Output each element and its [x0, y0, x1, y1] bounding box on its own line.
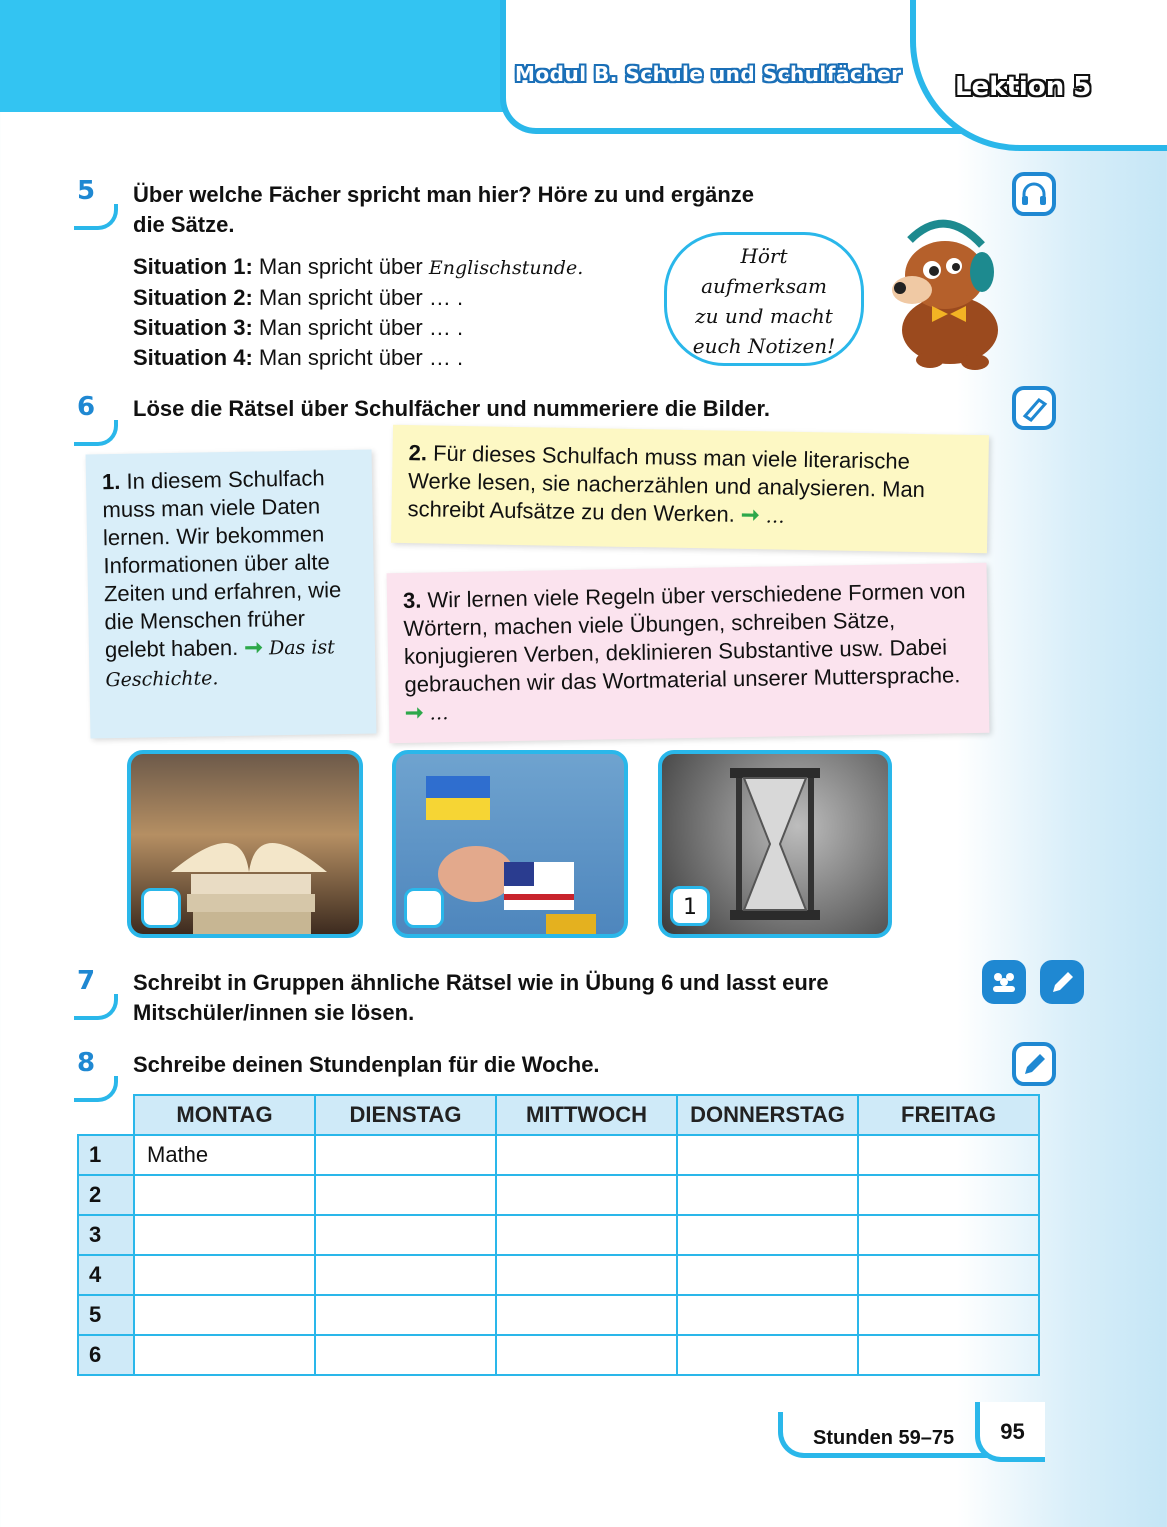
pencil-icon — [1040, 960, 1084, 1004]
situation-line: Situation 2: Man spricht über … . — [133, 285, 464, 310]
situation-line: Situation 1: Man spricht über Englischstunde. — [133, 254, 584, 279]
table-cell[interactable] — [315, 1255, 496, 1295]
table-cell[interactable] — [858, 1255, 1039, 1295]
row-number: 6 — [78, 1335, 134, 1375]
empty-corner — [78, 1095, 134, 1135]
table-cell[interactable] — [677, 1295, 858, 1335]
speech-bubble: Hört aufmerksam zu und macht euch Notizen! — [664, 232, 864, 366]
table-cell[interactable] — [858, 1335, 1039, 1375]
table-row — [78, 1295, 1039, 1335]
table-cell[interactable] — [315, 1135, 496, 1175]
task-line: Über welche Fächer spricht man hier? Höre zu und ergänze — [133, 182, 755, 207]
table-header-row — [78, 1095, 1039, 1135]
situation-line: Situation 4: Man spricht über … . — [133, 345, 464, 370]
day-header: DIENSTAG — [315, 1095, 496, 1135]
table-cell[interactable] — [496, 1175, 677, 1215]
exercise-5-task — [133, 180, 853, 240]
table-cell[interactable] — [677, 1255, 858, 1295]
dog-illustration-icon — [870, 200, 1020, 370]
photo-number-badge[interactable]: 1 — [670, 886, 710, 926]
arrow-icon: ➞ — [404, 699, 424, 725]
task-line: Mitschüler/innen sie lösen. — [133, 1000, 415, 1025]
table-cell[interactable] — [496, 1295, 677, 1335]
riddle-card-2: 2. Für dieses Schulfach muss man viele literarische Werke lesen, sie nacherzählen und analysieren. Man schreibt Aufsätze zu den Werken. ➞ … — [391, 425, 989, 553]
table-cell[interactable] — [134, 1295, 315, 1335]
group-icon — [982, 960, 1026, 1004]
pencil-icon — [1012, 1042, 1056, 1086]
row-number: 5 — [78, 1295, 134, 1335]
day-header: FREITAG — [858, 1095, 1039, 1135]
row-number: 1 — [78, 1135, 134, 1175]
table-cell[interactable] — [496, 1135, 677, 1175]
exercise-number: 6 — [66, 392, 106, 436]
exercise-7-task — [133, 968, 953, 1028]
page-number: 95 — [975, 1402, 1045, 1462]
table-cell[interactable] — [496, 1255, 677, 1295]
table-row — [78, 1215, 1039, 1255]
day-header: DONNERSTAG — [677, 1095, 858, 1135]
table-cell[interactable] — [677, 1135, 858, 1175]
exercise-8-task: Schreibe deinen Stundenplan für die Woche. — [133, 1052, 600, 1077]
task-line: Schreibt in Gruppen ähnliche Rätsel wie in Übung 6 und lasst eure — [133, 970, 829, 995]
table-row — [78, 1335, 1039, 1375]
table-row — [78, 1255, 1039, 1295]
table-cell[interactable] — [496, 1215, 677, 1255]
table-row — [78, 1135, 1039, 1175]
table-cell[interactable] — [858, 1295, 1039, 1335]
table-cell[interactable]: Mathe — [134, 1135, 315, 1175]
table-cell[interactable] — [315, 1295, 496, 1335]
table-row — [78, 1175, 1039, 1215]
table-cell[interactable] — [134, 1335, 315, 1375]
row-number: 4 — [78, 1255, 134, 1295]
table-cell[interactable] — [134, 1175, 315, 1215]
table-cell[interactable] — [315, 1335, 496, 1375]
exercise-6-task: Löse die Rätsel über Schulfächer und nummeriere die Bilder. — [133, 396, 770, 421]
day-header: MITTWOCH — [496, 1095, 677, 1135]
table-cell[interactable] — [496, 1335, 677, 1375]
exercise-number: 7 — [66, 966, 106, 1010]
table-cell[interactable] — [134, 1215, 315, 1255]
table-cell[interactable] — [677, 1215, 858, 1255]
table-cell[interactable] — [134, 1255, 315, 1295]
task-line: die Sätze. — [133, 212, 235, 237]
situation-line: Situation 3: Man spricht über … . — [133, 315, 464, 340]
situations-list — [133, 252, 583, 373]
row-number: 3 — [78, 1215, 134, 1255]
table-cell[interactable] — [315, 1175, 496, 1215]
table-cell[interactable] — [858, 1175, 1039, 1215]
table-cell[interactable] — [858, 1215, 1039, 1255]
exercise-number: 8 — [66, 1048, 106, 1092]
riddle-card-3: 3. Wir lernen viele Regeln über verschiedene Formen von Wörtern, machen viele Übungen, schreiben Sätze, konjugieren Verben, deklinieren Substantive usw. Dabei gebrauchen wir das Wortmaterial unserer Muttersprache. ➞ … — [387, 563, 990, 743]
modul-title: Modul B. Schule und Schulfächer — [515, 62, 902, 86]
headphones-icon — [1012, 172, 1056, 216]
photo-number-badge[interactable] — [141, 888, 181, 928]
row-number: 2 — [78, 1175, 134, 1215]
footer-stunden: Stunden 59–75 — [778, 1412, 988, 1458]
arrow-icon: ➞ — [740, 501, 760, 528]
table-cell[interactable] — [677, 1175, 858, 1215]
riddle-card-1: 1. In diesem Schulfach muss man viele Daten lernen. Wir bekommen Informationen über alte Zeiten und erfahren, wie die Menschen früher gelebt haben. ➞ Das ist Geschichte. — [86, 450, 377, 739]
table-cell[interactable] — [677, 1335, 858, 1375]
photo-number-badge[interactable] — [404, 888, 444, 928]
book-icon — [1012, 386, 1056, 430]
table-cell[interactable] — [858, 1135, 1039, 1175]
table-cell[interactable] — [315, 1215, 496, 1255]
day-header: MONTAG — [134, 1095, 315, 1135]
exercise-number: 5 — [66, 176, 106, 220]
timetable — [77, 1094, 1040, 1376]
arrow-icon: ➞ — [244, 634, 264, 660]
lektion-title: Lektion 5 — [955, 72, 1092, 102]
